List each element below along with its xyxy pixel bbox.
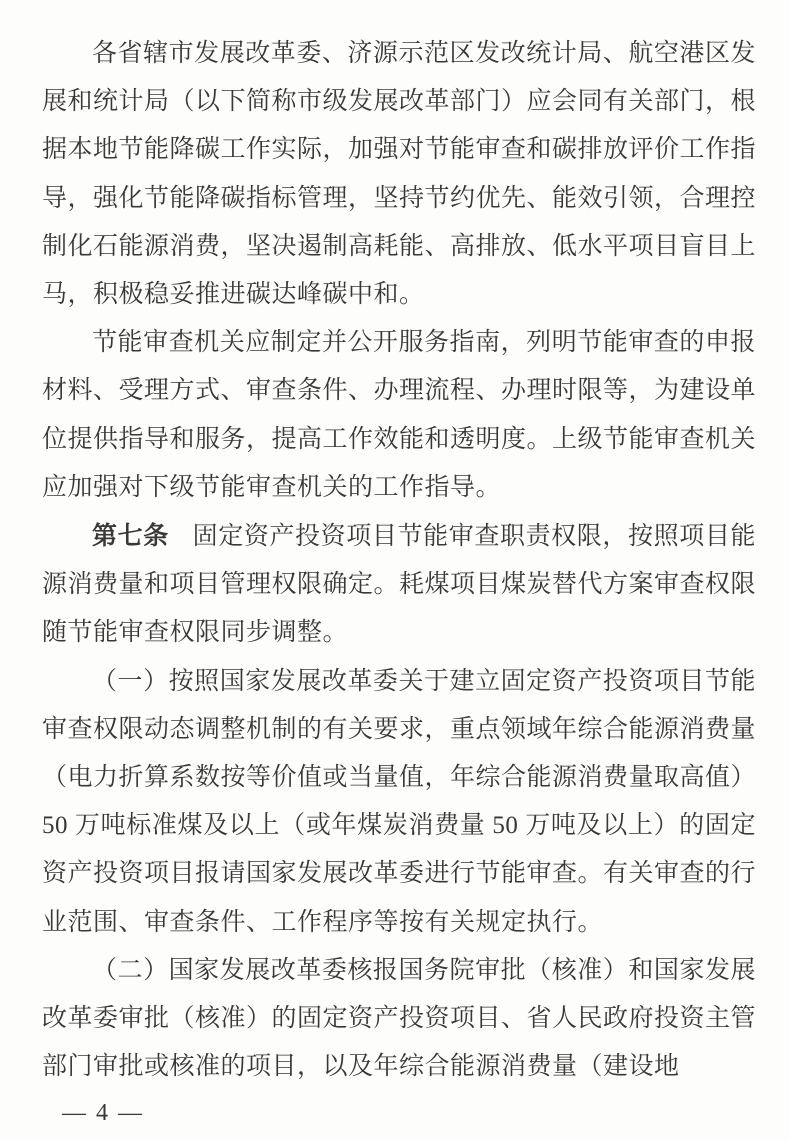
page-number: — 4 — [62,1100,144,1126]
paragraph-text: （一）按照国家发展改革委关于建立固定资产投资项目节能审查权限动态调整机制的有关要求，重点领域年综合能源消费量（电力折算系数按等价值或当量值，年综合能源消费量取高值）50 万吨标准煤及以上（或年煤炭消费量 50 万吨及以上）的固定资产投资项目报请国家发展改革委进行节能审查。有关审查的行业范围、审查条件、工作程序等按有关规定执行。 [42,667,757,936]
paragraph [42,30,756,319]
paragraph-text: 各省辖市发展改革委、济源示范区发改统计局、航空港区发展和统计局（以下简称市级发展改革部门）应会同有关部门，根据本地节能降碳工作实际，加强对节能审查和碳排放评价工作指导，强化节能降碳指标管理，坚持节约优先、能效引领，合理控制化石能源消费，坚决遏制高耗能、高排放、低水平项目盲目上马，积极稳妥推进碳达峰碳中和。 [42,40,757,309]
clause-number-label: 第七条 [92,522,169,551]
paragraph-text: （二）国家发展改革委核报国务院审批（核准）和国家发展改革委审批（核准）的固定资产投资项目、省人民政府投资主管部门审批或核准的项目，以及年综合能源消费量（建设地 [42,956,757,1081]
paragraph-text: 节能审查机关应制定并公开服务指南，列明节能审查的申报材料、受理方式、审查条件、办理流程、办理时限等，为建设单位提供指导和服务，提高工作效能和透明度。上级节能审查机关应加强对下级节能审查机关的工作指导。 [42,329,757,501]
paragraph-item-2 [42,947,756,1092]
paragraph-clause-7 [42,512,756,658]
paragraph-text: 固定资产投资项目节能审查职责权限，按照项目能源消费量和项目管理权限确定。耗煤项目煤炭替代方案审查权限随节能审查权限同步调整。 [42,523,757,647]
document-body [42,30,756,1091]
paragraph [42,319,756,512]
paragraph-item-1 [42,658,756,947]
